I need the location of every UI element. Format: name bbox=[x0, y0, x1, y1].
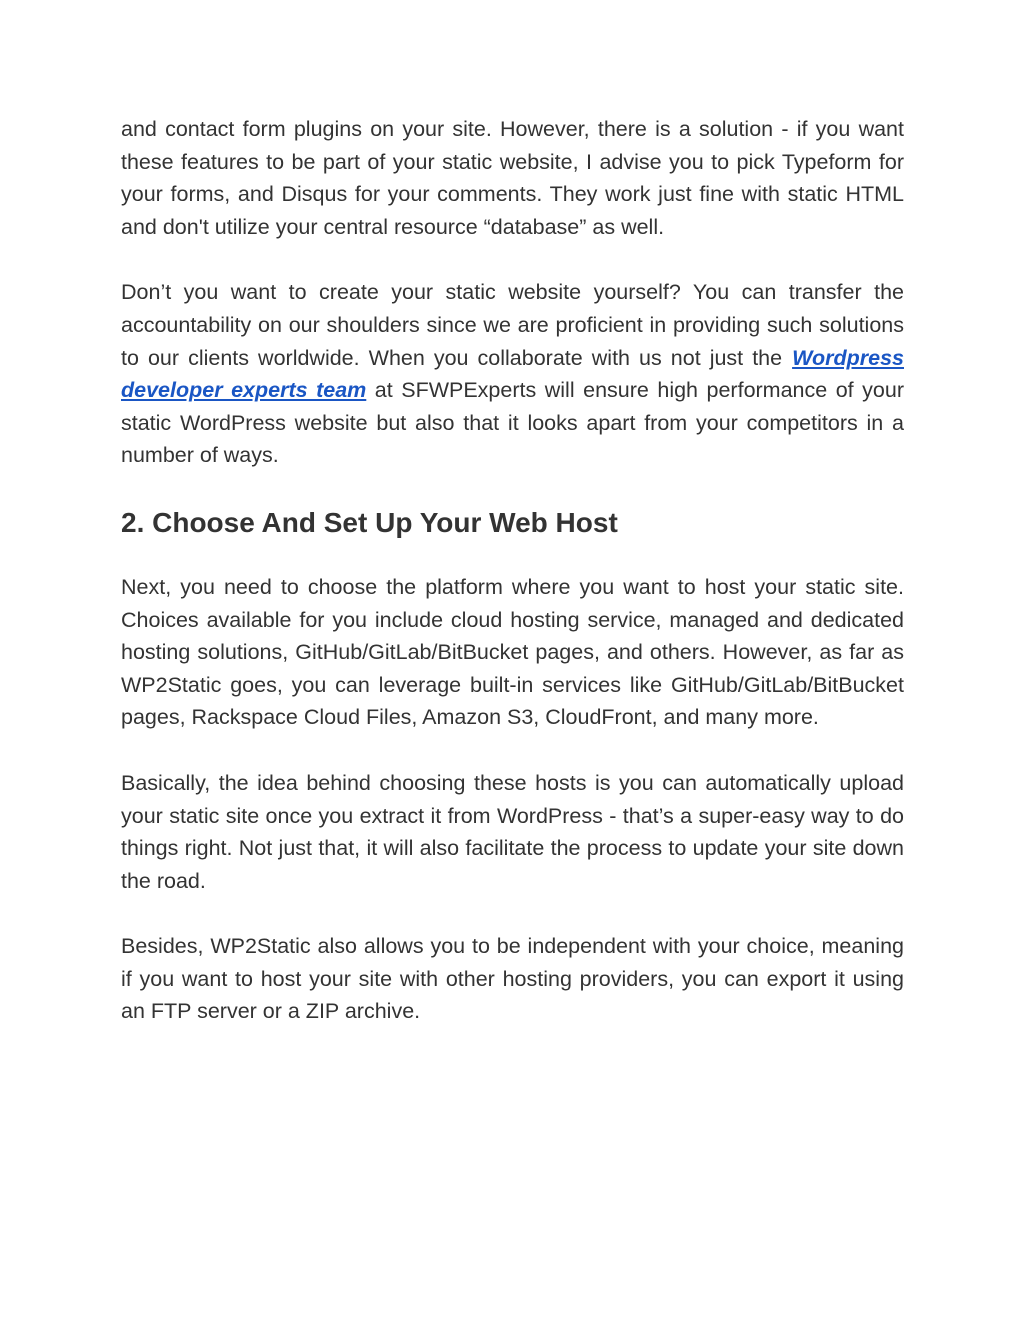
paragraph-cta bbox=[121, 276, 904, 472]
document-page bbox=[121, 113, 904, 1061]
paragraph-contact-forms: and contact form plugins on your site. However, there is a solution - if you want these features to be part of your static website, I advise you to pick Typeform for your forms, and Disqus for your comments. They work just fine with static HTML and don't utilize your central resource “database” as well. bbox=[121, 117, 904, 239]
paragraph-independent-choice: Besides, WP2Static also allows you to be independent with your choice, meaning if you want to host your site with other hosting providers, you can export it using an FTP server or a ZIP archive. bbox=[121, 934, 904, 1024]
cta-text-after: at SFWPExperts will ensure high performance of your static WordPress website but also that it looks apart from your competitors in a number of ways. bbox=[121, 378, 904, 468]
paragraph-choose-platform: Next, you need to choose the platform where you want to host your static site. Choices available for you include cloud hosting service, managed and dedicated hosting solutions, GitHub/GitLab/BitBucket pages, and others. However, as far as WP2Static goes, you can leverage built-in services like GitHub/GitLab/BitBucket pages, Rackspace Cloud Files, Amazon S3, CloudFront, and many more. bbox=[121, 574, 904, 730]
cta-text-before: Don’t you want to create your static website yourself? You can transfer the accountability on our shoulders since we are proficient in providing such solutions to our clients worldwide. When you collaborate with us not just the bbox=[121, 280, 904, 370]
wordpress-experts-link[interactable]: Wordpress developer experts team bbox=[121, 345, 904, 403]
section-heading: 2. Choose And Set Up Your Web Host bbox=[121, 506, 618, 538]
paragraph-choosing-hosts: Basically, the idea behind choosing these hosts is you can automatically upload your static site once you extract it from WordPress - that’s a super-easy way to do things right. Not just that, it will also facilitate the process to update your site down the road. bbox=[121, 770, 904, 893]
